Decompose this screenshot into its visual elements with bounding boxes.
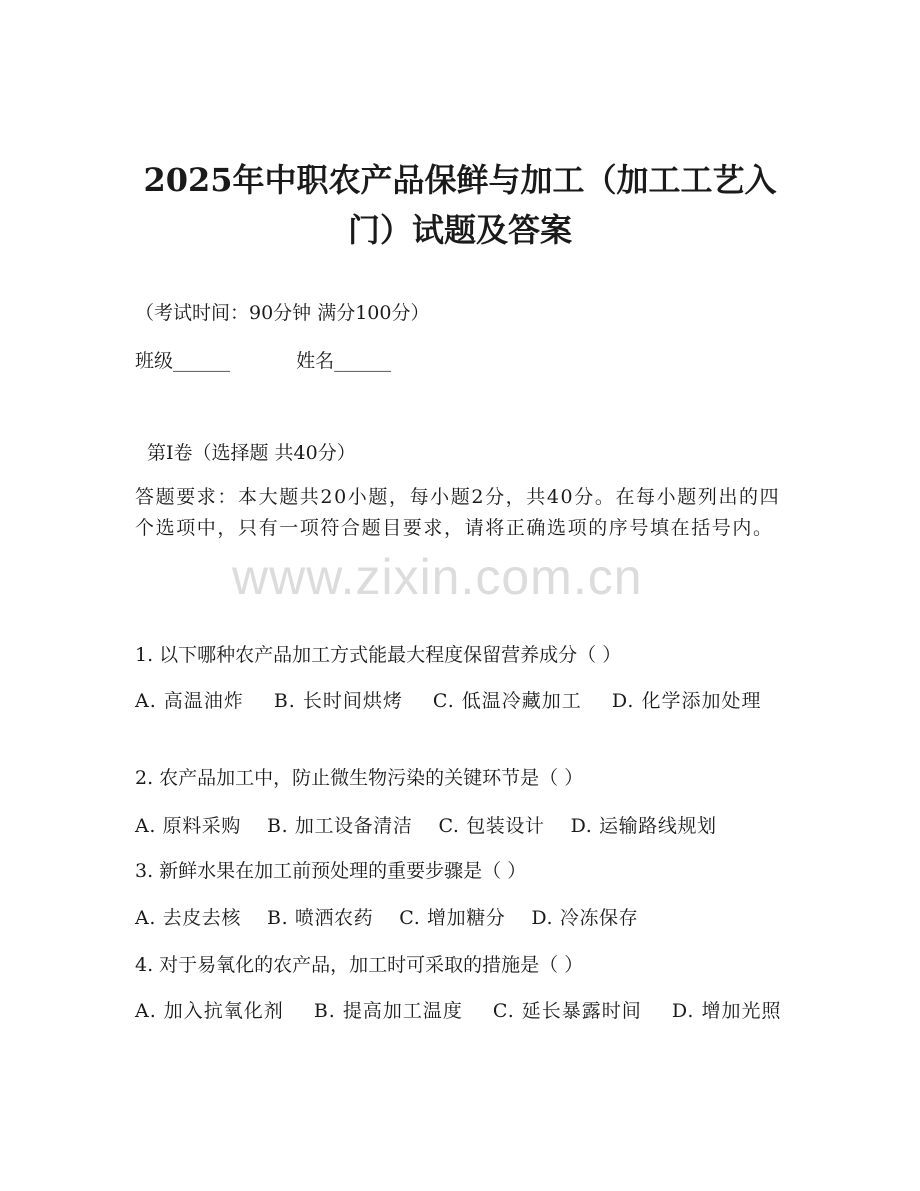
- option: C. 增加糖分: [399, 907, 506, 929]
- exam-info: （考试时间：90分钟 满分100分）: [135, 302, 430, 324]
- option: C. 低温冷藏加工: [432, 690, 582, 712]
- question-options: [135, 686, 785, 717]
- option: D. 增加光照: [671, 1000, 782, 1022]
- option: A. 加入抗氧化剂: [135, 1000, 284, 1022]
- option: C. 包装设计: [438, 815, 545, 837]
- question-stem: 3. 新鲜水果在加工前预处理的重要步骤是（ ）: [135, 860, 527, 882]
- option: A. 高温油炸: [135, 690, 244, 712]
- option: B. 长时间烘烤: [273, 690, 403, 712]
- question-options: [135, 996, 785, 1027]
- option: A. 去皮去核: [135, 907, 242, 929]
- option: B. 喷洒农药: [267, 907, 374, 929]
- option: C. 延长暴露时间: [492, 1000, 642, 1022]
- title-line-1: 2025年中职农产品保鲜与加工（加工工艺入: [143, 161, 777, 199]
- section-instructions: 答题要求：本大题共20小题，每小题2分，共40分。在每小题列出的四个选项中，只有一项符合题目要求，请将正确选项的序号填在括号内。: [135, 486, 781, 539]
- question-stem: 4. 对于易氧化的农产品，加工时可采取的措施是（ ）: [135, 954, 584, 976]
- name-field-label: 姓名______: [296, 350, 392, 372]
- question-stem: 1. 以下哪种农产品加工方式能最大程度保留营养成分（ ）: [135, 644, 622, 666]
- question-stem: 2. 农产品加工中，防止微生物污染的关键环节是（ ）: [135, 767, 584, 789]
- option: D. 化学添加处理: [611, 690, 762, 712]
- class-field-label: 班级______: [135, 350, 231, 372]
- student-info: [135, 345, 785, 377]
- option: D. 运输路线规划: [570, 815, 717, 837]
- section-heading: 第Ⅰ卷（选择题 共40分）: [147, 442, 356, 464]
- watermark: www.zixin.com.cn: [232, 549, 643, 605]
- option: A. 原料采购: [135, 815, 242, 837]
- option: D. 冷冻保存: [531, 907, 639, 929]
- option: B. 加工设备清洁: [267, 815, 413, 837]
- question-options: [135, 810, 785, 842]
- question-options: [135, 902, 785, 934]
- option: B. 提高加工温度: [313, 1000, 463, 1022]
- title-line-2: 门）试题及答案: [347, 211, 572, 249]
